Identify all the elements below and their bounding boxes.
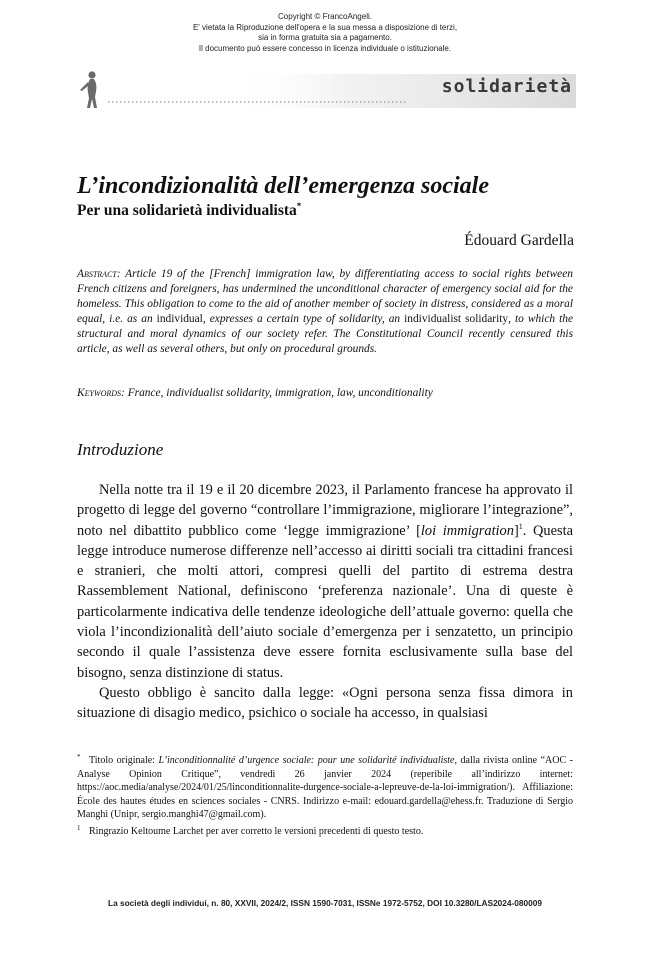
footnote: 1 Ringrazio Keltoume Larchet per aver corretto le versioni precedenti di questo testo. xyxy=(77,823,424,837)
footnote-text: , dalla rivista online “AOC - Analyse Opinion Critique”, vendredi 26 janvier 2024 (reperibile all’indirizzo internet: https://aoc.media/analyse/2024/01/25/linconditionnalite-durgence-sociale-a-lepreuve-de-la-loi-immigration/). Affiliazione: École des hautes études en sciences sociales - xyxy=(77,755,573,807)
footnote-text: Ringrazio Keltoume Larchet per aver corretto le versioni precedenti di questo testo. xyxy=(89,825,424,837)
paragraph-text: Nella notte tra il 19 e il 20 dicembre 2023, il Parlamento francese ha approvato il progetto di legge del governo “controllare l’immigrazione, migliorare l’integrazione”, noto nel dibattito pubblico come ‘legge immigrazione’ [ xyxy=(77,482,573,539)
keywords xyxy=(77,386,573,401)
author-name: Édouard Gardella xyxy=(464,232,574,249)
paragraph-text: . Questa legge introduce numerose differenze nell’accesso ai diritti sociali tra cittadini francesi e stranieri, che molti attori, compresi quelli del partito di estrema destra Rassemblement National, definiscono ‘preferenza nazionale’. Una di queste è particolarmente indicativa delle tendenze ideologiche dell’attuale governo: quella che viola l’incondizionalità dell’aiuto sociale d’emergenza per i senzatetto, un principio secondo il quale l’assistenza deve essere fornita esclusivamente sulla base del bisogno, senza distinzione di status. xyxy=(77,522,574,681)
abstract-emphasis: individualist solidarity xyxy=(404,312,509,325)
paragraph xyxy=(77,480,573,683)
paragraph-italic: loi immigration xyxy=(420,522,514,539)
footnote-caps: CNRS xyxy=(270,795,297,807)
keywords-text: France, individualist solidarity, immigration, law, unconditionality xyxy=(127,387,433,399)
footnote-marker: 1 xyxy=(518,521,523,531)
copyright-line: Copyright © FrancoAngeli. xyxy=(278,12,372,21)
abstract-label: Abstract: xyxy=(77,268,121,280)
body-text xyxy=(77,480,573,724)
abstract-text: , to which the structural and moral dynamics of our society refer. The Constitutional Council recently censured this article, as well as several others, but only on procedural grounds. xyxy=(77,312,574,355)
footnote-text: . Indirizzo e-mail: edouard.gardella@ehess.fr. Traduzione di Sergio Manghi (Unipr, sergio.manghi47@gmail.com). xyxy=(77,795,573,821)
abstract-text: Article 19 of the [French] immigration law, by differentiating access to social rights between French citizens and foreigners, has undermined the unconditional character of emergency social aid for the homeless. This obligation to come to the aid of another member of society in distress, considered as a moral equal, i.e. as an xyxy=(77,268,573,325)
footnote-italic: L’inconditionnalité d’urgence sociale: pour une solidarité individualiste xyxy=(158,755,455,766)
article-title: L’incondizionalità dell’emergenza sociale xyxy=(77,173,489,199)
citation-line: La società degli individui, n. 80, XXVII, 2024/2, ISSN 1590-7031, ISSNe 1972-5752, DOI 10.3280/LAS2024-080009 xyxy=(108,898,542,908)
abstract xyxy=(77,267,573,356)
copyright-notice xyxy=(0,12,650,54)
section-word: solidarietà xyxy=(441,76,572,97)
footnote-text: Titolo originale: xyxy=(89,755,159,766)
paragraph-text: ] xyxy=(513,522,519,539)
section-banner xyxy=(76,66,576,112)
article-subtitle xyxy=(77,202,301,220)
footnote-marker: * xyxy=(296,200,302,211)
keywords-label: Keywords: xyxy=(77,387,125,399)
footnotes xyxy=(77,754,573,842)
copyright-line: Il documento può essere concesso in licenza individuale o istituzionale. xyxy=(198,43,452,53)
footnote: * Titolo originale: L’inconditionnalité d’urgence sociale: pour une solidarité individualiste, dalla rivista online “AOC - Analyse Opinion Critique”, vendredi 26 janvier 2024 (reperibile all’indirizzo internet: https://aoc.media/analyse/2024/01/25/linconditionnalite-durgence-sociale-a-lepreuve-de-la-loi-immigration/). Affiliazione: École des hautes études en sciences sociales - CNRS. Indirizzo e-mail: edouard.gardella@ehess.fr. Traduzione di Sergio Manghi (Unipr, sergio.manghi47@gmail.com). xyxy=(77,752,573,821)
paragraph-text: Questo obbligo è sancito dalla legge: «Ogni persona senza fissa dimora in situazione di disagio medico, psichico o sociale ha accesso, in qualsiasi xyxy=(77,684,573,722)
copyright-line: sia in forma gratuita sia a pagamento. xyxy=(258,33,392,42)
abstract-text: , expresses a certain type of solidarity, an xyxy=(202,312,405,325)
section-heading: Introduzione xyxy=(77,440,164,459)
copyright-line: E' vietata la Riproduzione dell'opera e la sua messa a disposizione di terzi, xyxy=(192,22,458,32)
subtitle-text: Per una solidarietà individualista xyxy=(77,202,297,219)
abstract-emphasis: individual xyxy=(156,312,203,325)
human-figure-icon xyxy=(80,71,97,108)
paragraph xyxy=(77,683,573,724)
